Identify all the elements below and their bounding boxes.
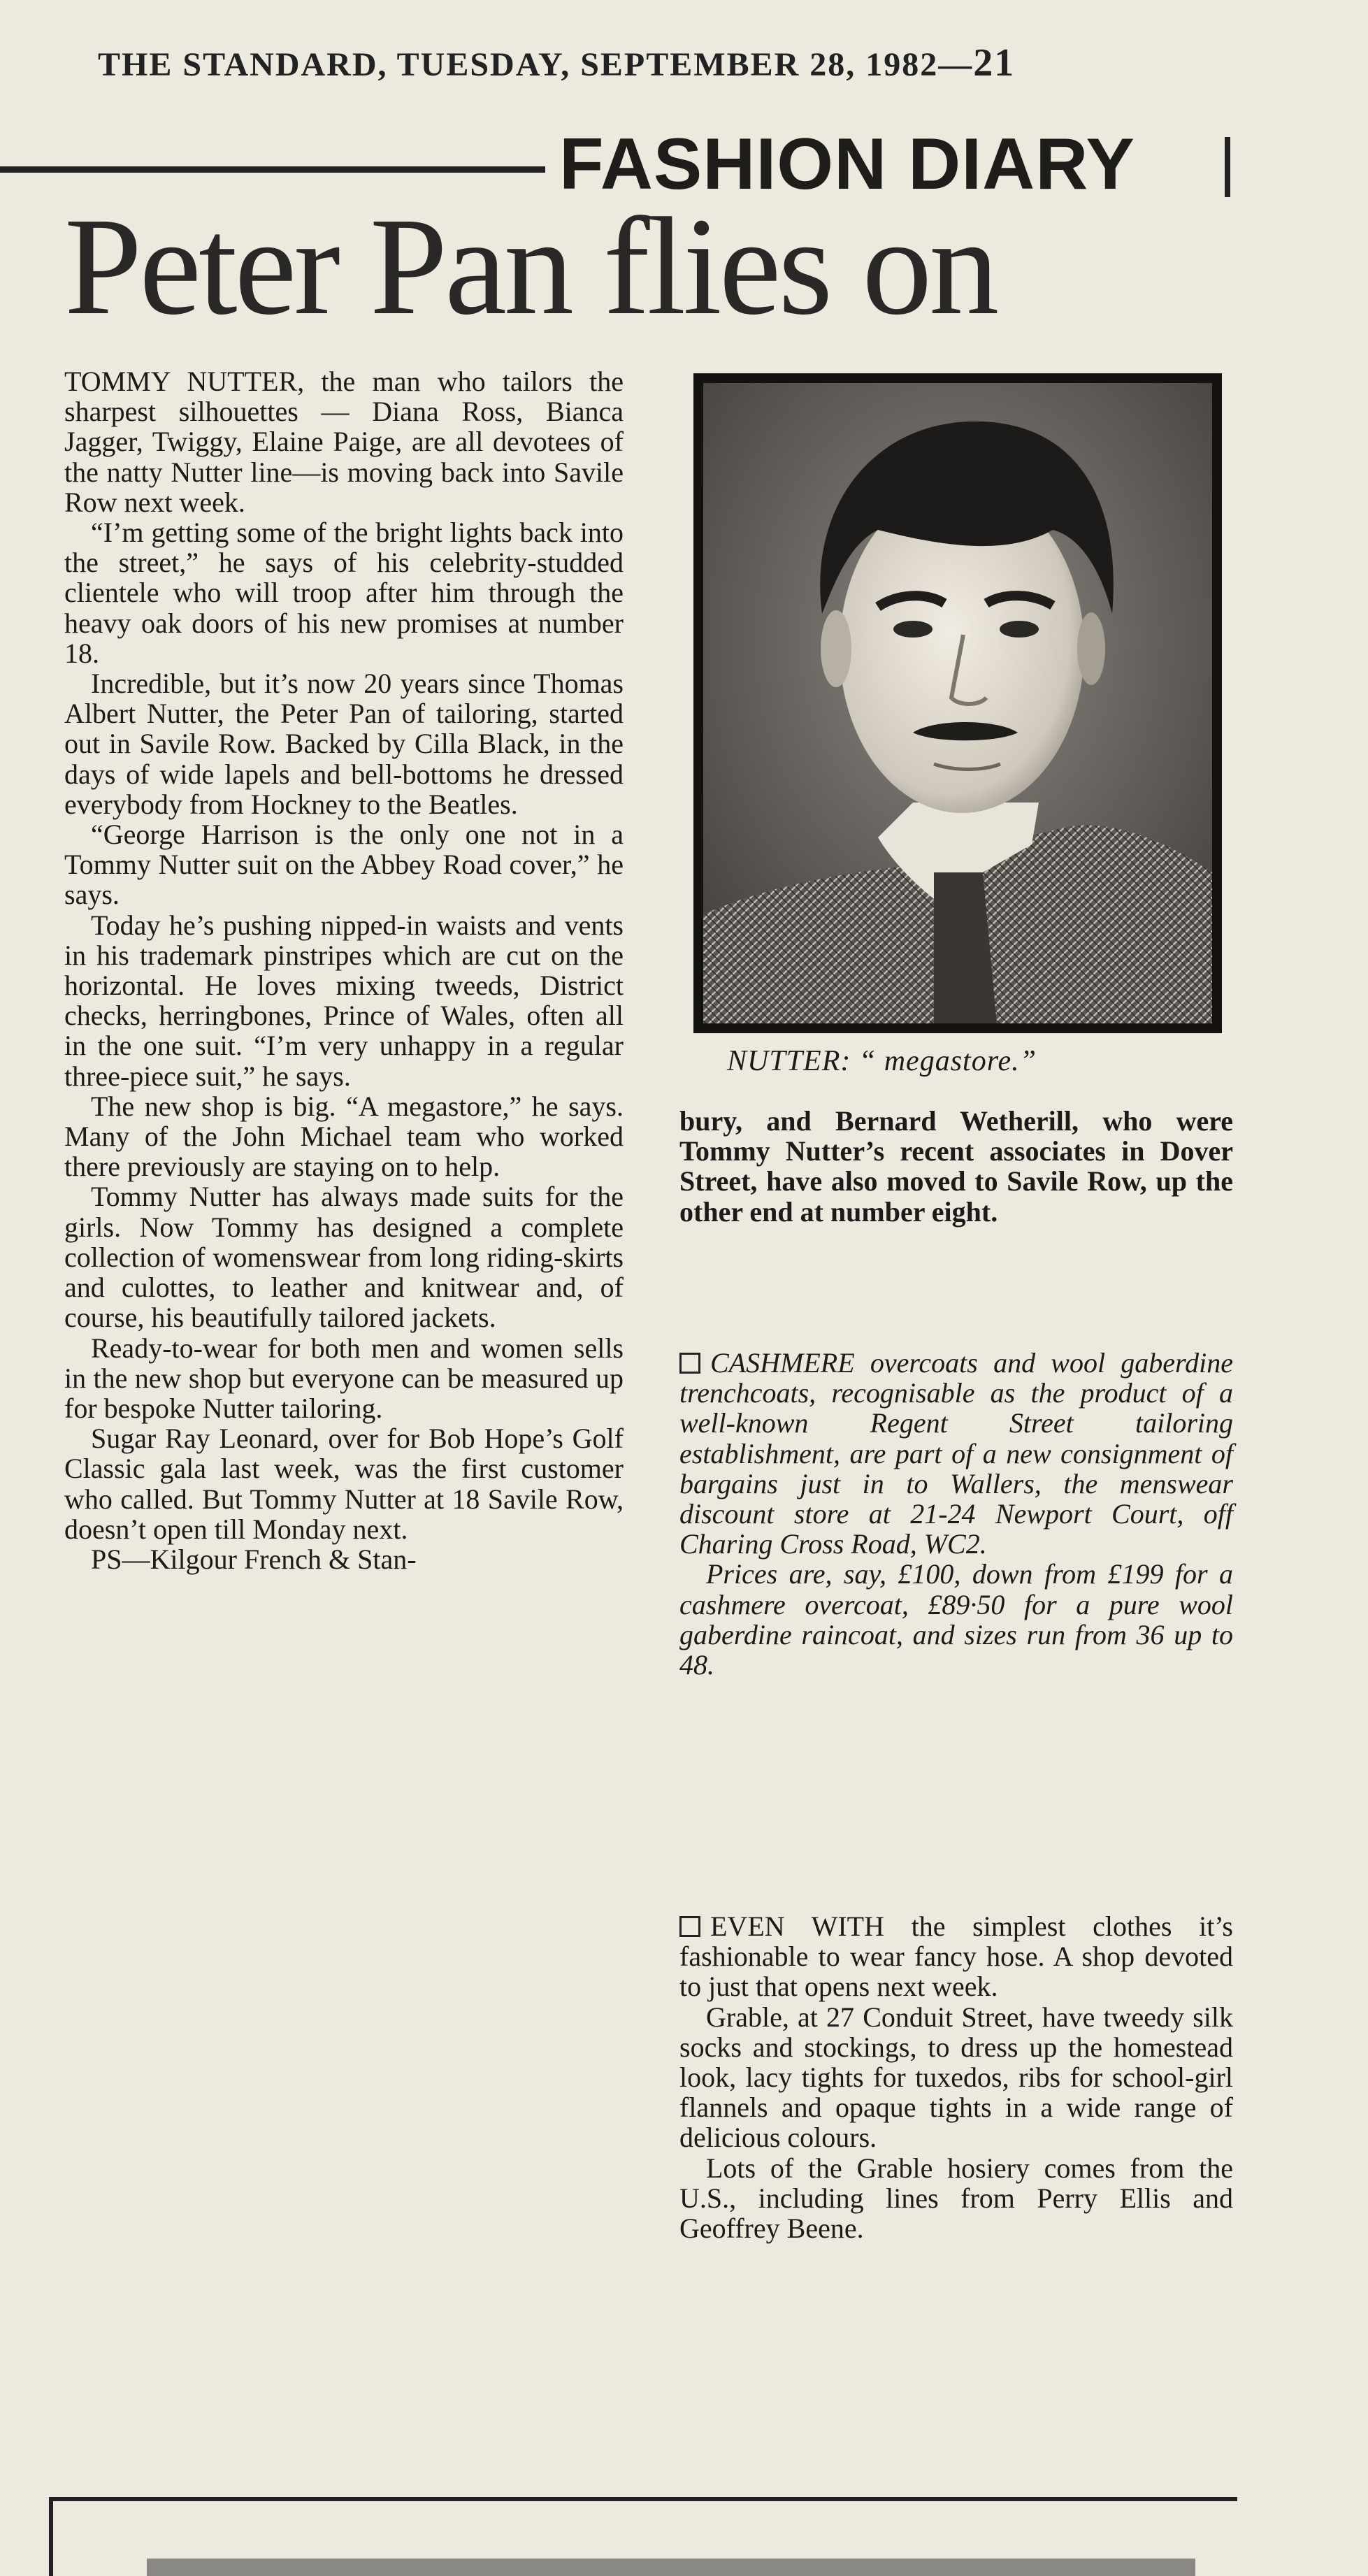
paragraph: Today he’s pushing nipped-in waists and vents in his trademark pinstripes which are cut on the horizontal. He loves mixing tweeds, District checks, herringbones, Prince of Wales, often all in the one suit. “I’m very unhappy in a regular three-piece suit,” he says.	[64, 909, 624, 1092]
section-rule	[0, 166, 545, 173]
paragraph: Lots of the Grable hosiery comes from the U.S., including lines from Perry Ellis and Geoffrey Beene.	[679, 2152, 1233, 2245]
masthead	[98, 41, 1104, 85]
paragraph	[679, 1348, 1233, 1559]
section-heading: FASHION DIARY	[559, 124, 1135, 205]
paragraph: Ready-to-wear for both men and women sells in the new shop but everyone can be measured up for bespoke Nutter tailoring.	[64, 1332, 624, 1424]
bottom-rule	[49, 2497, 1237, 2501]
section-bar	[1225, 137, 1230, 197]
paragraph: Sugar Ray Leonard, over for Bob Hope’s Golf Classic gala last week, was the first customer who called. But Tommy Nutter at 18 Savile Row, doesn’t open till Monday next.	[64, 1423, 624, 1545]
paragraph	[679, 1911, 1233, 2002]
paragraph: Tommy Nutter has always made suits for the girls. Now Tommy has designed a complete collection of womenswear from long riding-skirts and culottes, to leather and knitwear and, of course, his beautifully tailored jackets.	[64, 1181, 624, 1334]
headline: Peter Pan flies on	[64, 189, 997, 344]
checkbox-bullet-icon	[679, 1916, 700, 1937]
masthead-text: THE STANDARD, TUESDAY, SEPTEMBER 28, 1982—	[98, 46, 974, 83]
paragraph: Prices are, say, £100, down from £199 for a cashmere overcoat, £89·50 for a pure wool gaberdine raincoat, and sizes run from 36 up to 48.	[679, 1558, 1233, 1681]
paragraph: TOMMY NUTTER, the man who tailors the sharpest silhouettes — Diana Ross, Bianca Jagger, Twiggy, Elaine Paige, are all devotees of the natty Nutter line—is moving back into Savile Row next week.	[64, 366, 624, 518]
paragraph: PS—Kilgour French & Stan-	[91, 1543, 417, 1575]
article-continuation	[679, 1106, 1233, 1227]
cashmere-text: CASHMERE overcoats and wool gaberdine trenchcoats, recognisable as the product of a well-known Regent Street tailoring establishment, are part of a new consignment of bargains just in to Wallers, the menswear discount store at 21-24 Newport Court, off Charing Cross Road, WC2.	[679, 1347, 1233, 1560]
portrait-image	[703, 383, 1212, 1023]
paragraph: “I’m getting some of the bright lights back into the street,” he says of his celebrity-studded clientele who will troop after him through the heavy oak doors of his new promises at number 18.	[64, 517, 624, 669]
checkbox-bullet-icon	[679, 1353, 700, 1374]
portrait-illustration	[703, 383, 1212, 1023]
hose-text: EVEN WITH the simplest clothes it’s fashionable to wear fancy hose. A shop devoted to just that opens next week.	[679, 1911, 1233, 2003]
article-left-column	[64, 366, 624, 1574]
paragraph: Grable, at 27 Conduit Street, have tweedy silk socks and stockings, to dress up the homestead look, lacy tights for tuxedos, ribs for school-girl flannels and opaque tights in a wide range of delicious colours.	[679, 2001, 1233, 2154]
cashmere-item	[679, 1348, 1233, 1680]
paragraph: Incredible, but it’s now 20 years since Thomas Albert Nutter, the Peter Pan of tailoring, started out in Savile Row. Backed by Cilla Black, in the days of wide lapels and bell-bottoms he dressed everybody from Hockney to the Beatles.	[64, 668, 624, 820]
paragraph: bury, and Bernard Wetherill, who were Tommy Nutter’s recent associates in Dover Street, have also moved to Savile Row, up the other end at number eight.	[679, 1105, 1233, 1228]
portrait-photo	[693, 373, 1222, 1033]
bottom-rule-vertical	[49, 2501, 53, 2576]
page-number: 21	[973, 41, 1016, 85]
paragraph: “George Harrison is the only one not in a Tommy Nutter suit on the Abbey Road cover,” he says.	[64, 819, 624, 911]
paragraph: The new shop is big. “A megastore,” he says. Many of the John Michael team who worked there previously are staying on to help.	[64, 1090, 624, 1183]
photo-caption: NUTTER: “ megastore.”	[727, 1045, 1037, 1077]
hose-item	[679, 1911, 1233, 2243]
next-article-edge	[147, 2559, 1195, 2576]
